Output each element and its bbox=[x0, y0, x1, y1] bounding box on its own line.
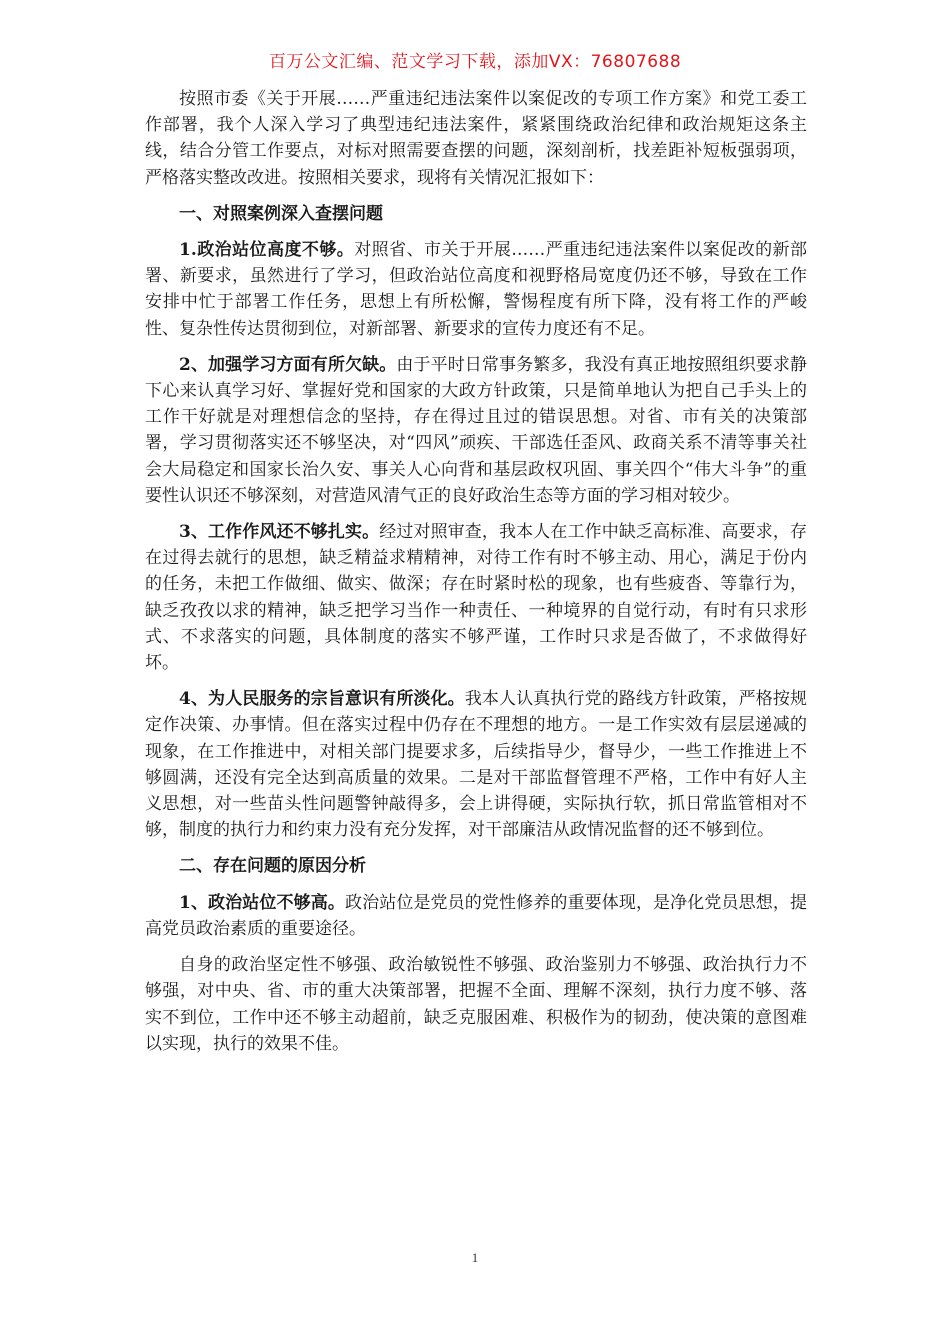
problem-item-2 bbox=[145, 352, 807, 509]
problem-item-4 bbox=[145, 686, 807, 843]
section-heading-2: 二、存在问题的原因分析 bbox=[179, 856, 366, 877]
problem-item-2-lead: 2、加强学习方面有所欠缺。 bbox=[179, 354, 397, 375]
section-heading-1: 一、对照案例深入查摆问题 bbox=[179, 203, 383, 224]
promo-banner: 百万公文汇编、范文学习下载，添加VX：76807688 bbox=[268, 52, 682, 72]
problem-item-3-lead: 3、工作作风还不够扎实。 bbox=[179, 522, 380, 543]
problem-item-1-text: 对照省、市关于开展……严重违纪违法案件以案促改的新部署、新要求，虽然进行了学习，但政治站位高度和视野格局宽度仍还不够，导致在工作安排中忙于部署工作任务，思想上有所松懈，警惕程度有所下降，没有将工作的严峻性、复杂性传达贯彻到位，对新部署、新要求的宣传力度还有不足。 bbox=[145, 240, 807, 339]
problem-item-2-text: 由于平时日常事务繁多，我没有真正地按照组织要求静下心来认真学习好、掌握好党和国家的大政方针政策，只是简单地认为把自己手头上的工作干好就是对理想信念的坚持，存在得过且过的错误思想。对省、市有关的决策部署，学习贯彻落实还不够坚决，对“四风”顽疾、干部选任歪风、政商关系不清等事关社会大局稳定和国家长治久安、事关人心向背和基层政权巩固、事关四个“伟大斗争”的重要性认识还不够深刻，对营造风清气正的良好政治生态等方面的学习相对较少。 bbox=[145, 354, 808, 506]
problem-item-4-lead: 4、为人民服务的宗旨意识有所淡化。 bbox=[179, 689, 465, 710]
problem-item-3 bbox=[145, 519, 807, 676]
problem-item-1 bbox=[145, 237, 807, 342]
problem-item-4-text: 我本人认真执行党的路线方针政策，严格按规定作决策、办事情。但在落实过程中仍存在不理想的地方。一是工作实效有层层递减的现象，在工作推进中，对相关部门提要求多，后续指导少，督导少，一些工作推进上不够圆满，还没有完全达到高质量的效果。二是对干部监督管理不严格，工作中有好人主义思想，对一些苗头性问题警钟敲得多，会上讲得硬，实际执行软，抓日常监管相对不够，制度的执行力和约束力没有充分发挥，对干部廉洁从政情况监督的还不够到位。 bbox=[145, 689, 808, 841]
page-number: 1 bbox=[471, 1250, 479, 1265]
problem-item-3-text: 经过对照审查，我本人在工作中缺乏高标准、高要求，存在过得去就行的思想，缺乏精益求精精神，对待工作有时不够主动、用心，满足于份内的任务，未把工作做细、做实、做深；存在时紧时松的现象，也有些疲沓、等靠行为，缺乏孜孜以求的精神，缺乏把学习当作一种责任、一种境界的自觉行动，有时有只求形式、不求落实的问题，具体制度的落实不够严谨，工作时只求是否做了，不求做得好坏。 bbox=[145, 522, 807, 674]
cause-item-1-lead: 1、政治站位不够高。 bbox=[179, 892, 345, 913]
document-body bbox=[145, 86, 807, 1057]
cause-item-1 bbox=[145, 890, 807, 942]
cause-paragraph: 自身的政治坚定性不够强、政治敏锐性不够强、政治鉴别力不够强、政治执行力不够强，对中央、省、市的重大决策部署，把握不全面、理解不深刻，执行力度不够、落实不到位，工作中还不够主动超前，缺乏克服困难、积极作为的韧劲，使决策的意图难以实现，执行的效果不佳。 bbox=[145, 955, 807, 1054]
intro-paragraph: 按照市委《关于开展……严重违纪违法案件以案促改的专项工作方案》和党工委工作部署，我个人深入学习了典型违纪违法案件，紧紧围绕政治纪律和政治规矩这条主线，结合分管工作要点，对标对照需要查摆的问题，深刻剖析，找差距补短板强弱项，严格落实整改改进。按照相关要求，现将有关情况汇报如下： bbox=[145, 89, 807, 188]
cause-item-1-text: 政治站位是党员的党性修养的重要体现，是净化党员思想，提高党员政治素质的重要途径。 bbox=[145, 892, 807, 939]
problem-item-1-lead: 1.政治站位高度不够。 bbox=[179, 240, 355, 261]
